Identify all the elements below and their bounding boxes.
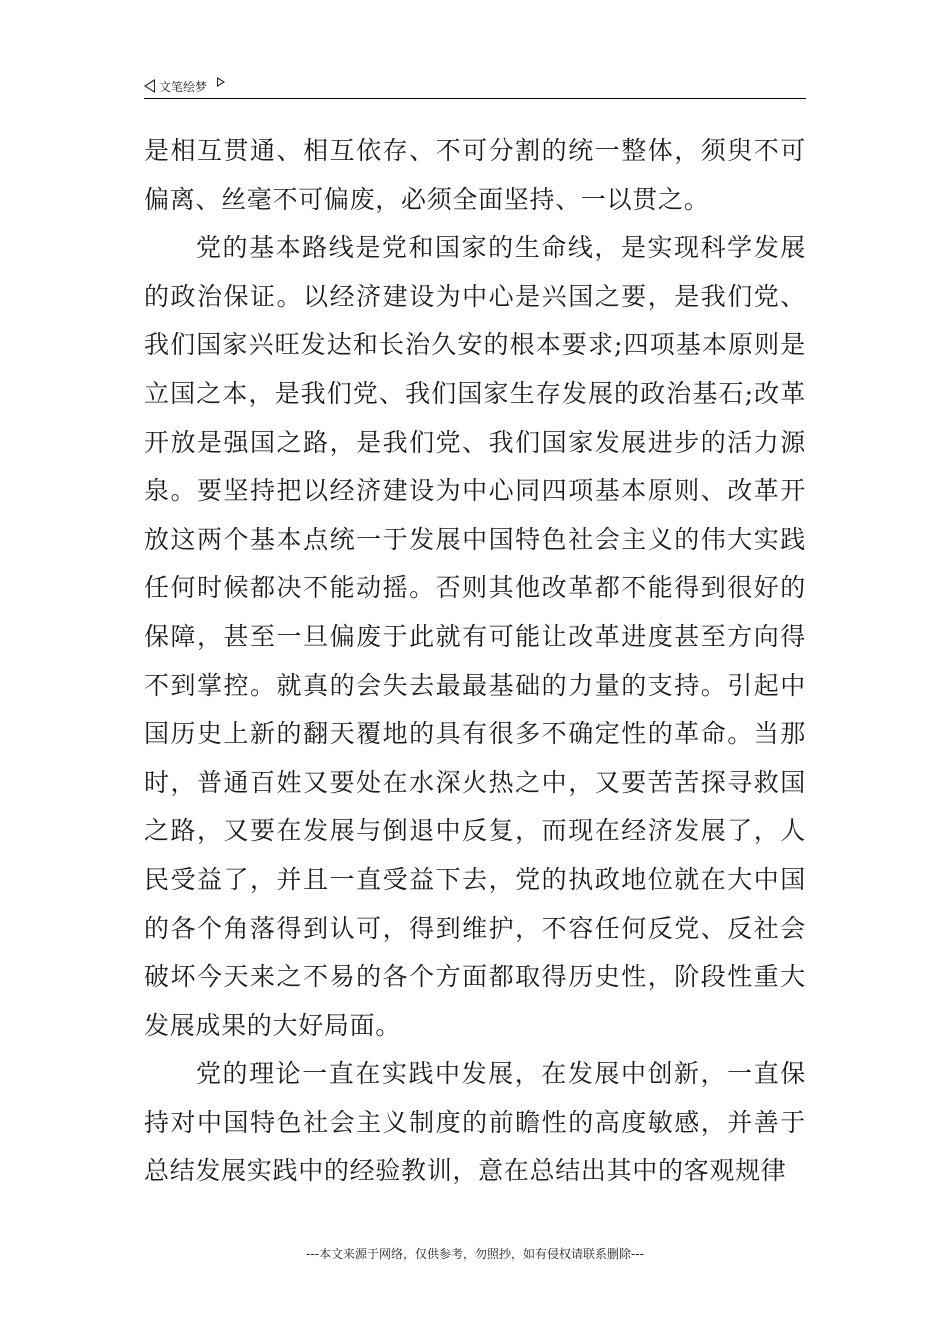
document-body bbox=[144, 127, 806, 1196]
header-title: 文笔绘梦 bbox=[159, 79, 208, 94]
paragraph-continued: 是相互贯通、相互依存、不可分割的统一整体，须臾不可偏离、丝毫不可偏废，必须全面坚持、一以贯之。 bbox=[144, 136, 806, 214]
page-header bbox=[144, 74, 806, 99]
page-footer-disclaimer: ---本文来源于网络，仅供参考，勿照抄，如有侵权请联系删除--- bbox=[306, 1247, 644, 1261]
right-triangle-icon bbox=[217, 77, 225, 87]
paragraph: 党的基本路线是党和国家的生命线，是实现科学发展的政治保证。以经济建设为中心是兴国之要，是我们党、我们国家兴旺发达和长治久安的根本要求;四项基本原则是立国之本，是我们党、我们国家生存发展的政治基石;改革开放是强国之路，是我们党、我们国家发展进步的活力源泉。要坚持把以经济建设为中心同四项基本原则、改革开放这两个基本点统一于发展中国特色社会主义的伟大实践任何时候都决不能动摇。否则其他改革都不能得到很好的保障，甚至一旦偏废于此就有可能让改革进度甚至方向得不到掌控。就真的会失去最最基础的力量的支持。引起中国历史上新的翻天覆地的具有很多不确定性的革命。当那时，普通百姓又要处在水深火热之中，又要苦苦探寻救国之路，又要在发展与倒退中反复，而现在经济发展了，人民受益了，并且一直受益下去，党的执政地位就在大中国的各个角落得到认可，得到维护，不容任何反党、反社会破坏今天来之不易的各个方面都取得历史性，阶段性重大发展成果的大好局面。 bbox=[144, 233, 806, 1040]
left-triangle-icon bbox=[144, 79, 155, 93]
paragraph: 党的理论一直在实践中发展，在发展中创新，一直保持对中国特色社会主义制度的前瞻性的高度敏感，并善于总结发展实践中的经验教训，意在总结出其中的客观规律 bbox=[144, 1059, 806, 1186]
